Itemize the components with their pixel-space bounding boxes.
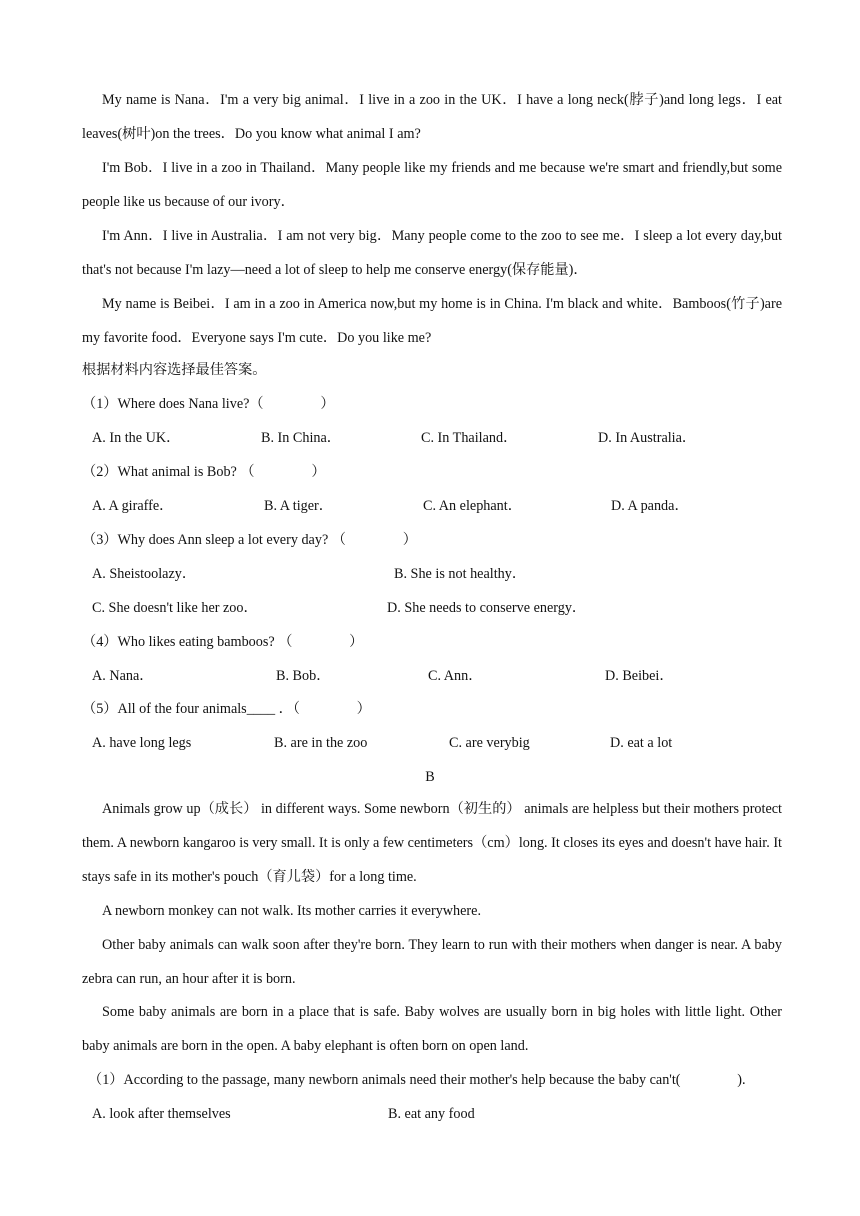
question-3-option-d[interactable]: D. She needs to conserve energy． bbox=[387, 600, 587, 616]
question-3-option-a[interactable]: A. Sheistoolazy． bbox=[92, 566, 197, 582]
question-2-option-c[interactable]: C. An elephant． bbox=[423, 498, 522, 514]
passage-a-paragraph-3: I'm Ann．I live in Australia．I am not very big．Many people come to the zoo to see me．I sleep a lot every day,but that's not because I'm lazy—need a lot of sleep to help me conserve energy(保存能量)． bbox=[82, 228, 782, 278]
question-2-option-b[interactable]: B. A tiger． bbox=[264, 498, 333, 514]
question-3-stem: （3）Why does Ann sleep a lot every day? （ ） bbox=[82, 532, 417, 548]
question-b1-option-a[interactable]: A. look after themselves bbox=[92, 1106, 231, 1122]
passage-a-paragraph-1: My name is Nana．I'm a very big animal．I live in a zoo in the UK．I have a long neck(脖子)and long legs．I eat leaves(树叶)on the trees．Do you know what animal I am? bbox=[82, 92, 782, 142]
passage-b-paragraph-3: Other baby animals can walk soon after they're born. They learn to run with their mothers when danger is near. A baby zebra can run, an hour after it is born. bbox=[82, 937, 782, 987]
question-b1-option-b[interactable]: B. eat any food bbox=[388, 1106, 475, 1122]
question-b1-stem: （1）According to the passage, many newborn animals need their mother's help because the baby can't( ). bbox=[88, 1072, 746, 1088]
question-2-stem: （2）What animal is Bob? （ ） bbox=[82, 464, 326, 480]
question-1-option-c[interactable]: C. In Thailand． bbox=[421, 430, 518, 446]
question-5-option-c[interactable]: C. are verybig bbox=[449, 735, 530, 751]
question-1-option-d[interactable]: D. In Australia． bbox=[598, 430, 697, 446]
section-b-heading: B bbox=[425, 769, 435, 785]
passage-b-paragraph-2: A newborn monkey can not walk. Its mother carries it everywhere. bbox=[102, 903, 481, 919]
question-4-option-d[interactable]: D. Beibei． bbox=[605, 668, 674, 684]
question-1-option-b[interactable]: B. In China． bbox=[261, 430, 341, 446]
passage-b-paragraph-1: Animals grow up（成长） in different ways. Some newborn（初生的） animals are helpless but their mothers protect them. A newborn kangaroo is very small. It is only a few centimeters（cm）long. It closes its eyes and doesn't have hair. It stays safe in its mother's pouch（育儿袋）for a long time. bbox=[82, 801, 782, 885]
question-4-option-a[interactable]: A. Nana． bbox=[92, 668, 154, 684]
passage-a-paragraph-2: I'm Bob．I live in a zoo in Thailand．Many people like my friends and me because we're smart and friendly,but some people like us because of our ivory． bbox=[82, 160, 782, 210]
question-5-stem: （5）All of the four animals____ ．（ ） bbox=[82, 701, 371, 717]
question-5-option-a[interactable]: A. have long legs bbox=[92, 735, 192, 751]
question-5-option-d[interactable]: D. eat a lot bbox=[610, 735, 673, 751]
question-2-option-d[interactable]: D. A panda． bbox=[611, 498, 689, 514]
question-2-option-a[interactable]: A. A giraffe． bbox=[92, 498, 174, 514]
instruction-text: 根据材料内容选择最佳答案。 bbox=[82, 362, 267, 378]
question-1-option-a[interactable]: A. In the UK． bbox=[92, 430, 181, 446]
question-3-option-b[interactable]: B. She is not healthy． bbox=[394, 566, 527, 582]
question-1-stem: （1）Where does Nana live?（ ） bbox=[82, 396, 335, 412]
passage-a-paragraph-4: My name is Beibei．I am in a zoo in America now,but my home is in China. I'm black and white．Bamboos(竹子)are my favorite food．Everyone says I'm cute．Do you like me? bbox=[82, 296, 782, 346]
question-4-option-b[interactable]: B. Bob． bbox=[276, 668, 331, 684]
question-3-option-c[interactable]: C. She doesn't like her zoo． bbox=[92, 600, 258, 616]
question-5-option-b[interactable]: B. are in the zoo bbox=[274, 735, 368, 751]
question-4-option-c[interactable]: C. Ann． bbox=[428, 668, 483, 684]
passage-b-paragraph-4: Some baby animals are born in a place that is safe. Baby wolves are usually born in big holes with little light. Other baby animals are born in the open. A baby elephant is often born on open land. bbox=[82, 1004, 782, 1054]
question-4-stem: （4）Who likes eating bamboos? （ ） bbox=[82, 634, 364, 650]
